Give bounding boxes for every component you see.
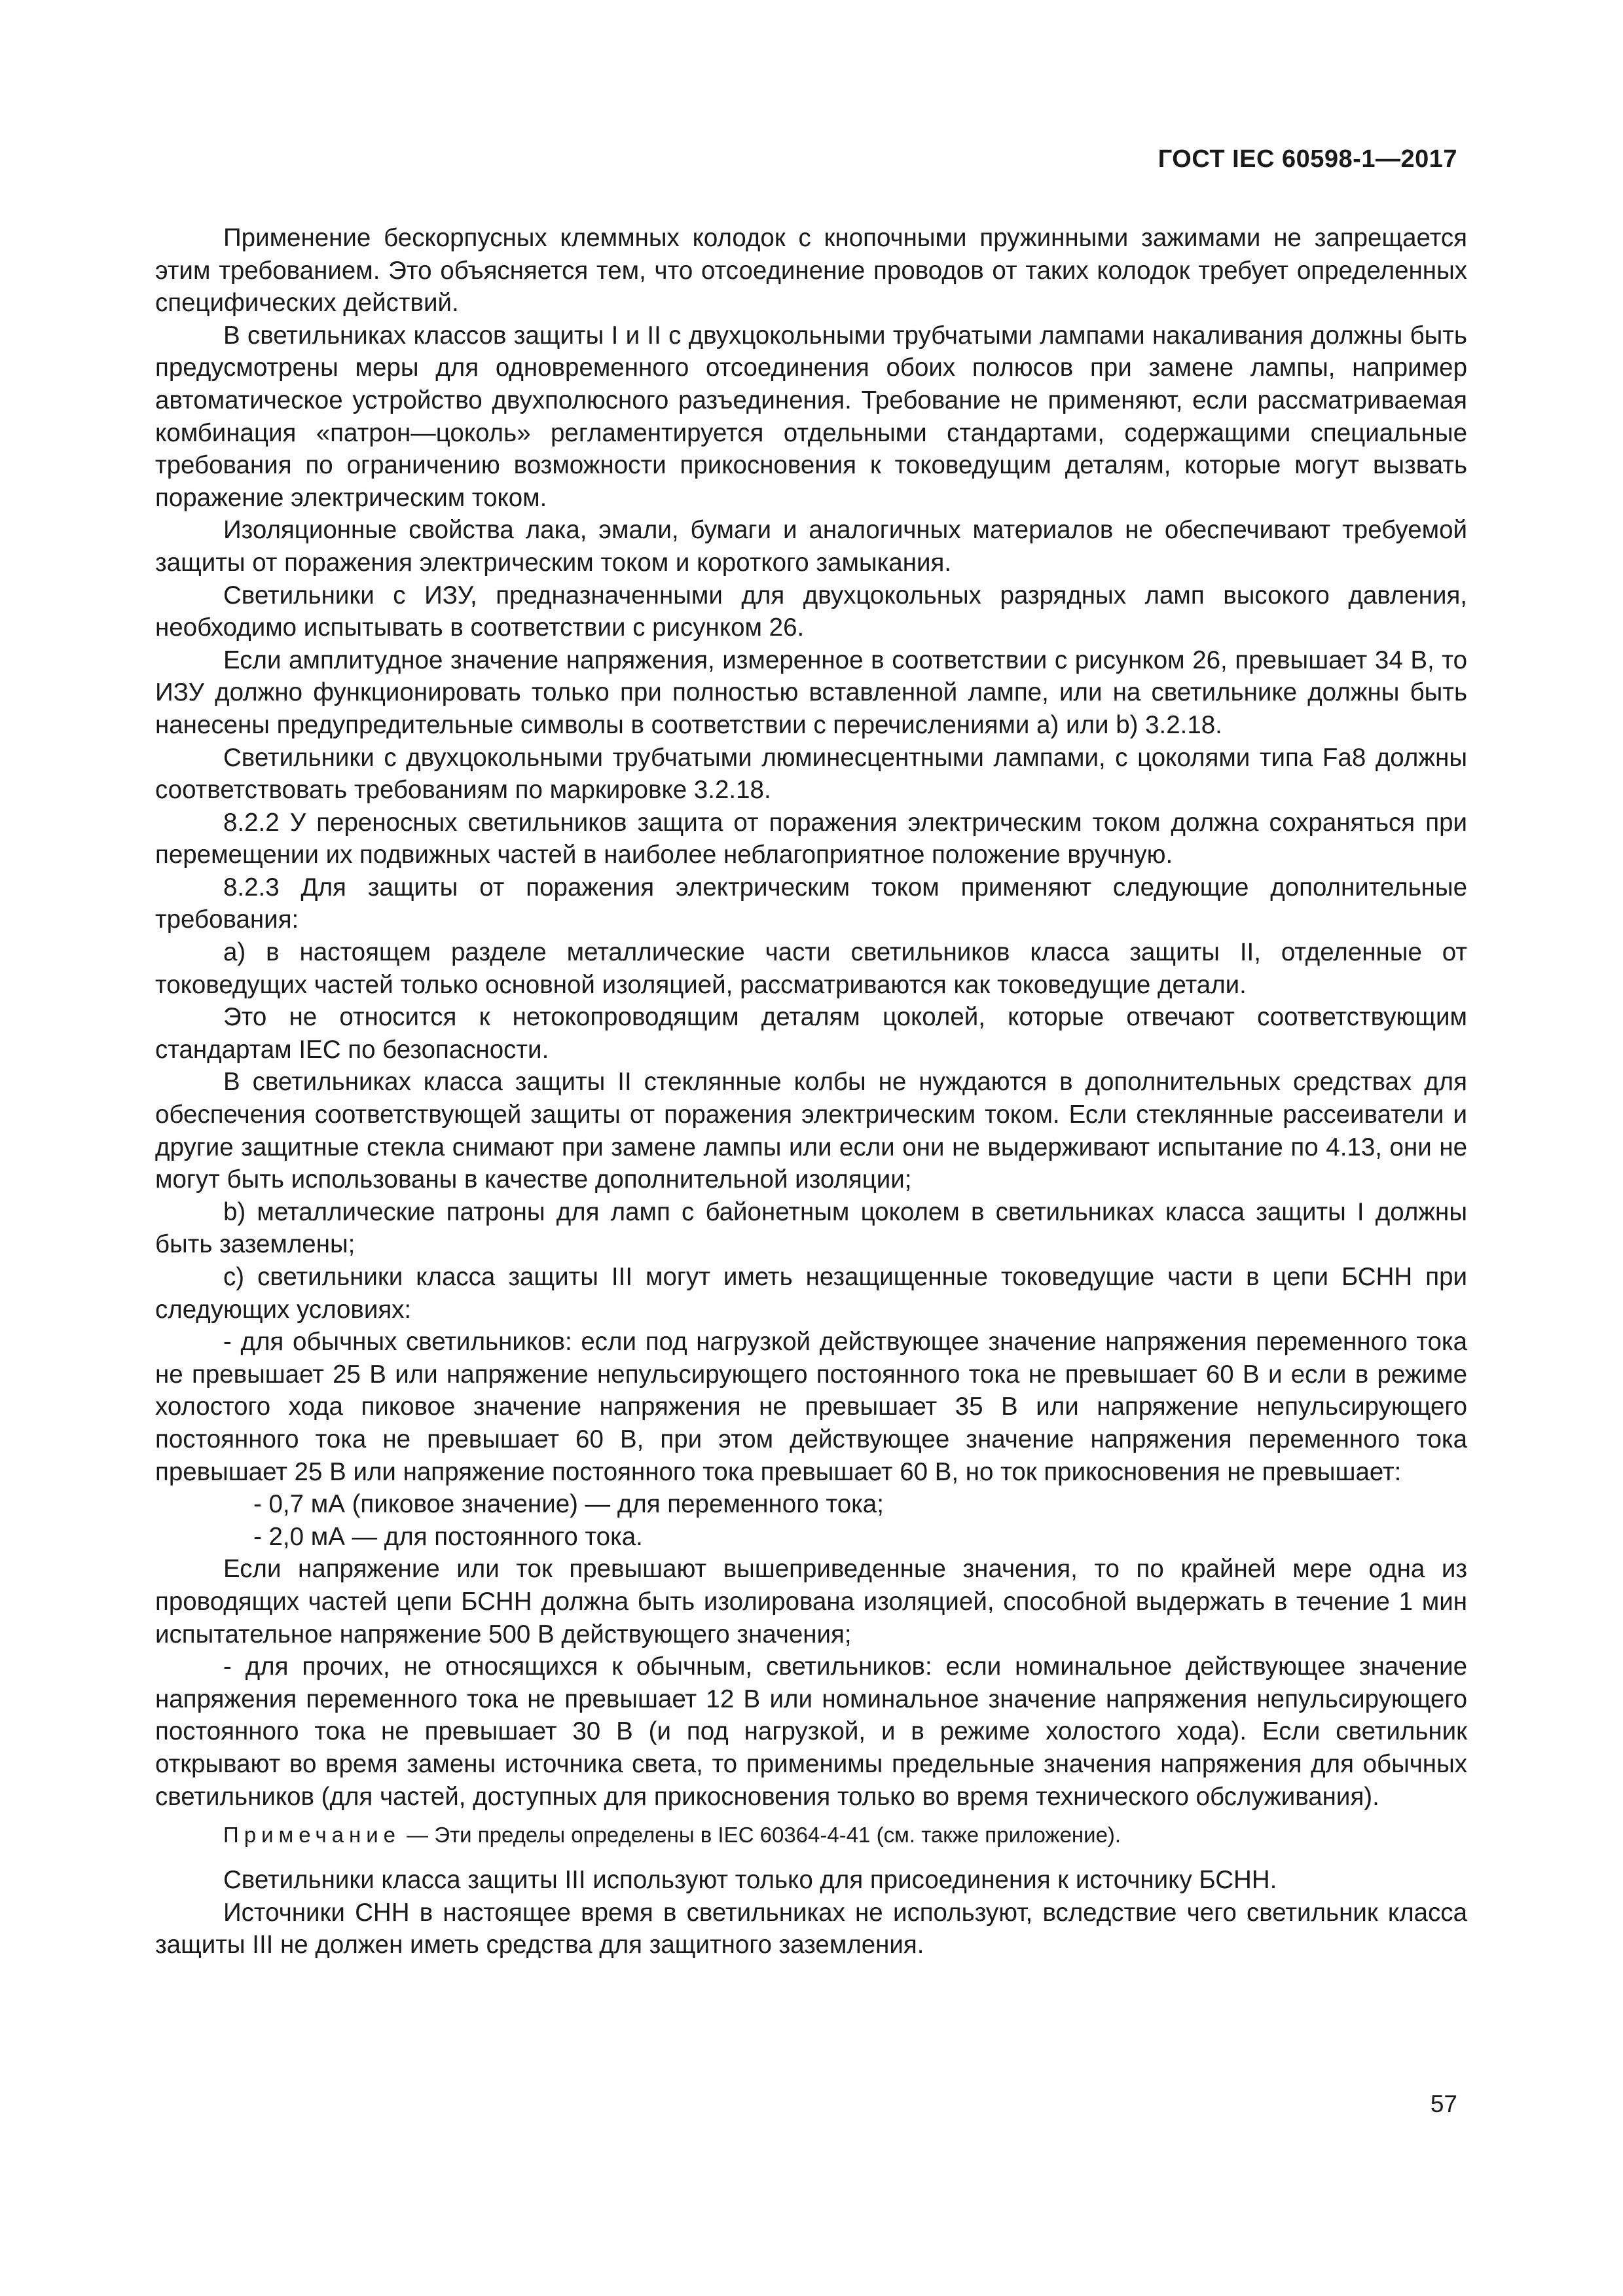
paragraph: Светильники класса защиты III используют только для присоединения к источнику БСНН. bbox=[223, 1866, 1277, 1895]
list-item-c: c) светильники класса защиты III могут иметь незащищенные токоведущие части в цепи БСНН при следующих условиях: bbox=[155, 1263, 1467, 1324]
paragraph: - для прочих, не относящихся к обычным, светильников: если номинальное действующее значение напряжения переменного тока не превышает 12 В или номинальное значение напряжения непульсирующего постоянного тока не превышает 30 В (и под нагрузкой, и в режиме холостого хода). Если светильник открывают во время замены источника света, то применимы предельные значения напряжения для обычных светильников (для частей, доступных для прикосновения только во время технического обслуживания). bbox=[155, 1652, 1467, 1811]
paragraph: Если напряжение или ток превышают вышеприведенные значения, то по крайней мере одна из проводящих частей цепи БСНН должна быть изолирована изоляцией, способной выдержать в течение 1 мин испытательное напряжение 500 В действующего значения; bbox=[155, 1555, 1467, 1649]
note-text: — Эти пределы определены в IEC 60364-4-41 (см. также приложение). bbox=[401, 1823, 1122, 1848]
page-number: 57 bbox=[1430, 2090, 1457, 2117]
paragraph: Это не относится к нетокопроводящим деталям цоколей, которые отвечают соответствующим стандартам IEC по безопасности. bbox=[155, 1003, 1467, 1064]
paragraph: Светильники с двухцокольными трубчатыми люминесцентными лампами, с цоколями типа Fa8 должны соответствовать требованиям по маркировке 3.2.18. bbox=[155, 743, 1467, 805]
note bbox=[155, 1821, 1467, 1850]
dash-item: - 0,7 мА (пиковое значение) — для переменного тока; bbox=[253, 1490, 884, 1519]
dash-item: - 2,0 мА — для постоянного тока. bbox=[253, 1522, 643, 1551]
list-item-a: а) в настоящем разделе металлические части светильников класса защиты II, отделенные от токоведущих частей только основной изоляцией, рассматриваются как токоведущие детали. bbox=[155, 938, 1467, 999]
paragraph: Источники СНН в настоящее время в светильниках не используют, вследствие чего светильник класса защиты III не должен иметь средства для защитного заземления. bbox=[155, 1898, 1467, 1959]
paragraph: Изоляционные свойства лака, эмали, бумаги и аналогичных материалов не обеспечивают требуемой защиты от поражения электрическим током и короткого замыкания. bbox=[155, 516, 1467, 577]
clause-8-2-3: 8.2.3 Для защиты от поражения электрическим током применяют следующие дополнительные требования: bbox=[155, 873, 1467, 934]
paragraph: В светильниках классов защиты I и II с двухцокольными трубчатыми лампами накаливания должны быть предусмотрены меры для одновременного отсоединения обоих полюсов при замене лампы, например автоматическое устройство двухполюсного разъединения. Требование не применяют, если рассматриваемая комбинация «патрон—цоколь» регламентируется отдельными стандартами, содержащими специальные требования по ограничению возможности прикосновения к токоведущим деталям, которые могут вызвать поражение электрическим током. bbox=[155, 321, 1467, 512]
list-item-b: b) металлические патроны для ламп с байонетным цоколем в светильниках класса защиты I должны быть заземлены; bbox=[155, 1197, 1467, 1259]
document-body bbox=[155, 222, 1467, 1961]
paragraph: Светильники с ИЗУ, предназначенными для двухцокольных разрядных ламп высокого давления, необходимо испытывать в соответствии с рисунком 26. bbox=[155, 581, 1467, 642]
note-label: Примечание bbox=[223, 1823, 401, 1848]
paragraph: Применение бескорпусных клеммных колодок с кнопочными пружинными зажимами не запрещается этим требованием. Это объясняется тем, что отсоединение проводов от таких колодок требует определенных специфических действий. bbox=[155, 224, 1467, 318]
clause-8-2-2: 8.2.2 У переносных светильников защита от поражения электрическим током должна сохраняться при перемещении их подвижных частей в наиболее неблагоприятное положение вручную. bbox=[155, 808, 1467, 869]
standard-header: ГОСТ IEC 60598-1—2017 bbox=[1158, 145, 1457, 173]
paragraph: В светильниках класса защиты II стеклянные колбы не нуждаются в дополнительных средствах для обеспечения соответствующей защиты от поражения электрическим током. Если стеклянные рассеиватели и другие защитные стекла снимают при замене лампы или если они не выдерживают испытание по 4.13, они не могут быть использованы в качестве дополнительной изоляции; bbox=[155, 1068, 1467, 1194]
paragraph: - для обычных светильников: если под нагрузкой действующее значение напряжения переменного тока не превышает 25 В или напряжение непульсирующего постоянного тока не превышает 60 В и если в режиме холостого хода пиковое значение напряжения не превышает 35 В или напряжение непульсирующего постоянного тока не превышает 60 В, при этом действующее значение напряжения переменного тока превышает 25 В или напряжение постоянного тока превышает 60 В, но ток прикосновения не превышает: bbox=[155, 1328, 1467, 1486]
paragraph: Если амплитудное значение напряжения, измеренное в соответствии с рисунком 26, превышает 34 В, то ИЗУ должно функционировать только при полностью вставленной лампе, или на светильнике должны быть нанесены предупредительные символы в соответствии с перечислениями а) или b) 3.2.18. bbox=[155, 646, 1467, 739]
